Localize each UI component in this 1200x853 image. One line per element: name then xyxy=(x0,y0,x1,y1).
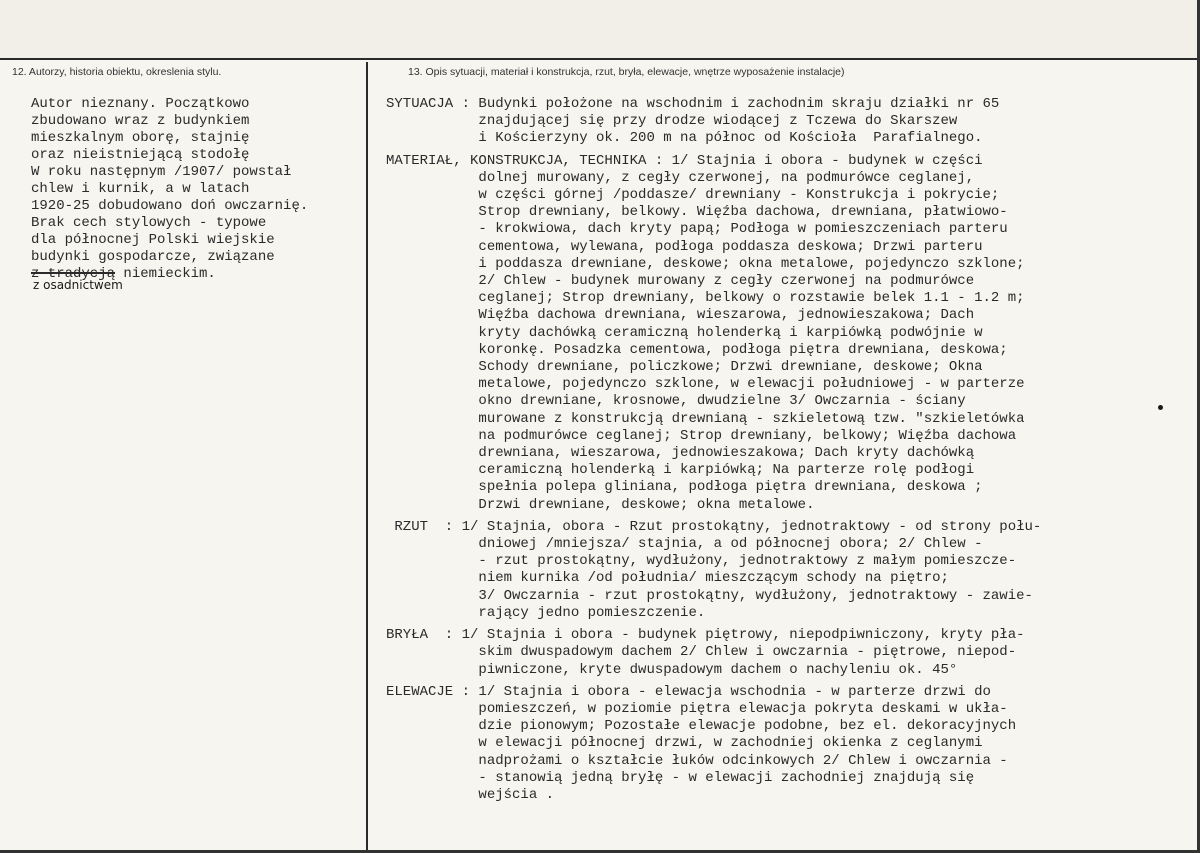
description-text xyxy=(386,96,1186,809)
section-13-heading: 13. Opis sytuacji, materiał i konstrukcja, rzut, bryła, elewacje, wnętrze wyposażenie instalacje) xyxy=(408,66,845,78)
elewacje-section: ELEWACJE : 1/ Stajnia i obora - elewacja wschodnia - w parterze drzwi do pomieszczeń, w poziomie piętra elewacja pokryta deskami w ukła- dzie pionowym; Pozostałe elewacje podobne, bez el. dekoracyjnych w elewacji północnej drzwi, w zachodniej okienka z ceglanymi nadprożami o kształcie łuków odcinkowych 2/ Chlew i owczarnia - - stanowią jedną bryłę - w elewacji zachodniej znajdują się wejścia . xyxy=(386,683,1017,803)
history-text-end: niemieckim. xyxy=(115,266,216,282)
header-rule xyxy=(0,58,1200,60)
material-section: MATERIAŁ, KONSTRUKCJA, TECHNIKA : 1/ Stajnia i obora - budynek w części dolnej murowany, z cegły czerwonej, na podmurówce ceglanej, w części górnej /poddasze/ drewniany - Konstrukcja i pokrycie; Strop drewniany, belkowy. Więźba dachowa, drewniana, płatwiowo- - krokwiowa, dach kryty papą; Podłoga w pomieszczeniach parteru cementowa, wylewana, podłoga poddasza deskowa; Drzwi parteru i poddasza drewniane, deskowe; okna metalowe, pojedynczo szklone; 2/ Chlew - budynek murowany z cegły czerwonej na podmurówce ceglanej; Strop drewniany, belkowy o rozstawie belek 1.1 - 1.2 m; Więźba dachowa drewniana, wieszarowa, jednowieszakowa; Dach kryty dachówką ceramiczną holenderką i karpiówką podwójnie w koronkę. Posadzka cementowa, podłoga piętra drewniana, deskowa; Schody drewniane, policzkowe; Drzwi drewniane, deskowe; Okna metalowe, pojedynczo szklone, w elewacji południowej - w parterze okno drewniane, krosnowe, dwudzielne 3/ Owczarnia - ściany murowane z konstrukcją drewnianą - szkieletową tzw. "szkieletówka na podmurówce ceglanej; Strop drewniany, belkowy; Więźba dachowa drewniana, wieszarowa, jednowieszakowa; Dach kryty dachówką ceramiczną holenderką i karpiówką; Na parterze rolę podłogi spełnia polepa gliniana, podłoga piętra drewniana, deskowa ; Drzwi drewniane, deskowe; okna metalowe. xyxy=(386,152,1025,513)
column-divider xyxy=(366,62,368,853)
struck-text: z tradycją xyxy=(31,266,116,282)
handwritten-correction: z osadnictwem xyxy=(33,278,123,292)
bryla-section: BRYŁA : 1/ Stajnia i obora - budynek piętrowy, niepodpiwniczony, kryty pła- skim dwuspadowym dachem 2/ Chlew i owczarnia - piętrowe, niepod- piwniczone, kryte dwuspadowym dachem o nachyleniu ok. 45° xyxy=(386,627,1025,678)
ink-dot xyxy=(1158,405,1163,410)
top-margin xyxy=(0,0,1200,58)
authors-history-text xyxy=(31,96,308,283)
history-text: Autor nieznany. Początkowo zbudowano wraz z budynkiem mieszkalnym oborę, stajnię oraz nieistniejącą stodołę W roku następnym /1907/ powstał chlew i kurnik, a w latach 1920-25 dobudowano doń owczarnię. Brak cech stylowych - typowe dla północnej Polski wiejskie budynki gospodarcze, związane xyxy=(31,96,309,265)
section-12-heading: 12. Autorzy, historia obiektu, okreslenia stylu. xyxy=(12,66,222,78)
sytuacja-section: SYTUACJA : Budynki położone na wschodnim i zachodnim skraju działki nr 65 znajdującej się przy drodze wiodącej z Tczewa do Skarszew i Kościerzyny ok. 200 m na północ od Kościoła Parafialnego. xyxy=(386,96,1000,147)
rzut-section: RZUT : 1/ Stajnia, obora - Rzut prostokątny, jednotraktowy - od strony połu- dniowej /mniejsza/ stajnia, a od północnej obora; 2/ Chlew - - rzut prostokątny, wydłużony, jednotraktowy z małym pomieszcze- niem kurnika /od południa/ mieszczącym schody na piętro; 3/ Owczarnia - rzut prostokątny, wydłużony, jednotraktowy - zawie- rający jedno pomieszczenie. xyxy=(394,518,1042,621)
